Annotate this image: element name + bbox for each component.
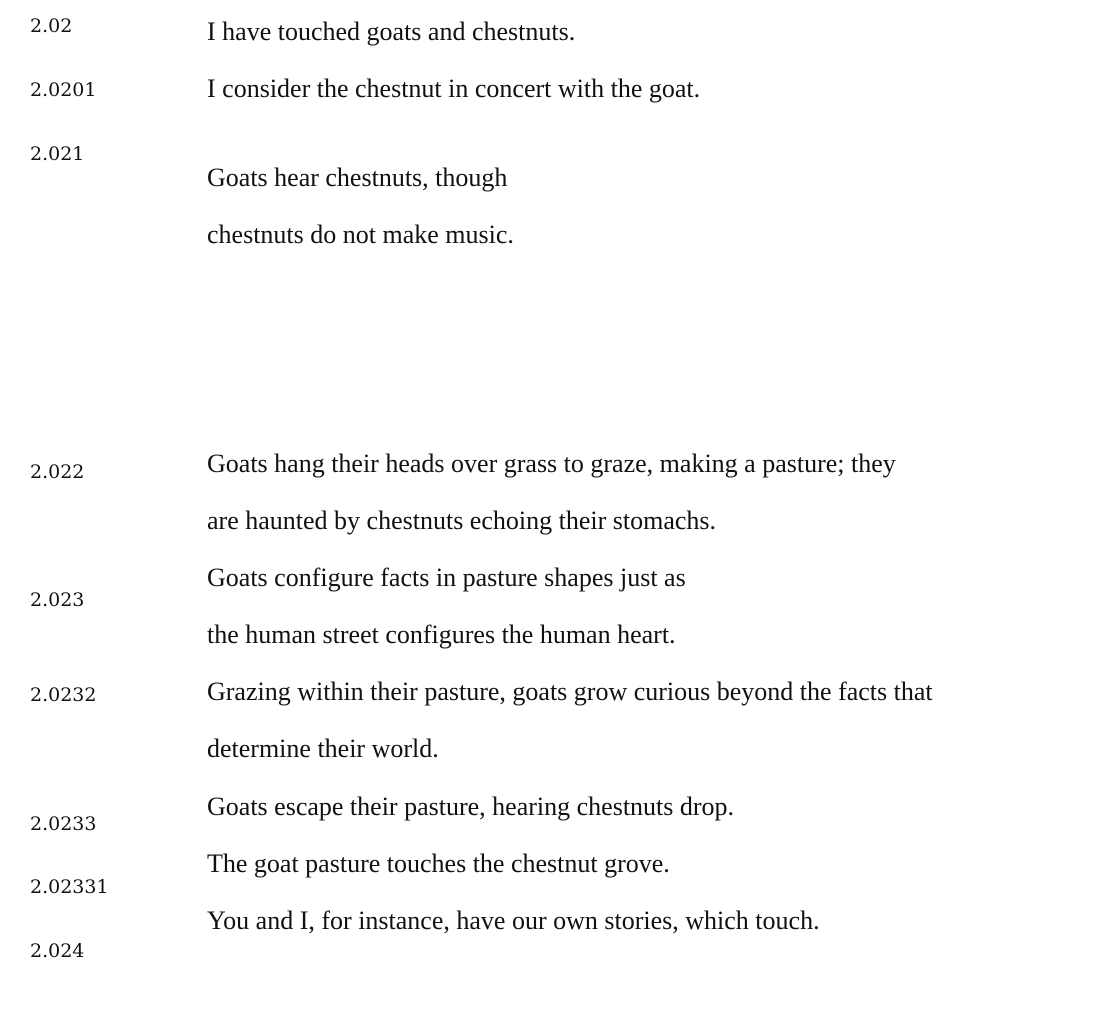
text-line: chestnuts do not make music. bbox=[207, 220, 514, 249]
text-line: determine their world. bbox=[207, 734, 439, 763]
section-number: 2.0201 bbox=[30, 79, 97, 101]
text-line: the human street configures the human heart. bbox=[207, 620, 676, 649]
text-line: The goat pasture touches the chestnut grove. bbox=[207, 849, 670, 878]
text-line: Goats configure facts in pasture shapes just as bbox=[207, 563, 686, 592]
text-line: I have touched goats and chestnuts. bbox=[207, 17, 576, 46]
section-number: 2.0232 bbox=[30, 684, 97, 706]
section-number: 2.02331 bbox=[30, 876, 109, 898]
section-number: 2.023 bbox=[30, 589, 85, 611]
text-line: Goats hear chestnuts, though bbox=[207, 163, 508, 192]
text-line: Goats hang their heads over grass to graze, making a pasture; they bbox=[207, 449, 896, 478]
text-line: You and I, for instance, have our own stories, which touch. bbox=[207, 906, 820, 935]
text-line: I consider the chestnut in concert with the goat. bbox=[207, 74, 701, 103]
section-number: 2.0233 bbox=[30, 813, 97, 835]
section-number: 2.021 bbox=[30, 143, 85, 165]
section-number: 2.022 bbox=[30, 461, 85, 483]
text-line: are haunted by chestnuts echoing their stomachs. bbox=[207, 506, 717, 535]
section-number: 2.024 bbox=[30, 940, 85, 962]
text-line: Grazing within their pasture, goats grow curious beyond the facts that bbox=[207, 677, 933, 706]
section-number: 2.02 bbox=[30, 15, 73, 37]
text-line: Goats escape their pasture, hearing chestnuts drop. bbox=[207, 792, 735, 821]
